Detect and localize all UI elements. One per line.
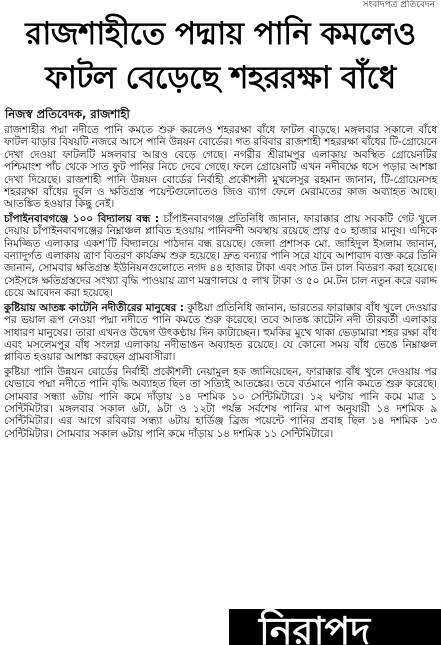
section-kushtia (4, 302, 437, 364)
article-body (4, 124, 437, 442)
source-tag: সংবাদপত্র প্রতিবেদন (362, 0, 435, 10)
section-title: চাঁপাইনবাবগঞ্জে ১০০ বিদ্যালয় বন্ধ : (4, 212, 160, 225)
headline (2, 12, 439, 100)
advertisement-banner (229, 609, 441, 645)
section-text: কুষ্টিয়া প্রতিনিধি জানান, ভারতের ফারাক্কার বাঁধ খুলে দেওয়ার পর ভয়াল রূপ নেওয়া পদ্মা নদীতে পানি কমতে শুরু করেছে। তবে আতঙ্ক কাটেনি নদী তীরবর্তী এলাকার সাধারণ মানুষের। তারা এখনও উদ্বেগ উৎকণ্ঠায় দিন কাটাচ্ছেন। হুমকির মুখে থাকা ভেড়ামারা শহর রক্ষা বাঁধ এবং মসলেমপুর বাঁধ সংলগ্ন এলাকায় নদীভাঙন অব্যাহত রয়েছে। যে কোনো সময় বাঁধ ভেঙে নিম্নাঞ্চল প্লাবিত হওয়ার আশঙ্কা করছেন গ্রামবাসীরা। (4, 301, 437, 364)
byline: নিজস্ব প্রতিবেদক, রাজশাহী (5, 107, 130, 121)
headline-line-2: ফাটল বেড়েছে শহররক্ষা বাঁধে (45, 60, 396, 96)
section-chapainawabganj (4, 213, 437, 300)
section-title: কুষ্টিয়ায় আতঙ্ক কাটেনি নদীতীরের মানুষের : (4, 301, 184, 314)
advertisement-text: নিরাপদ (259, 609, 371, 645)
section-text: চাঁপাইনবাবগঞ্জ প্রতিনিধি জানান, ফারাক্কার প্রায় সবকটি গেট খুলে দেয়ায় চাঁপাইনবাবগঞ্জের নিম্নাঞ্চল প্লাবিত হওয়ায় পানিবন্দী অবস্থায় রয়েছে প্রায় ৫০ হাজার মানুষ। এদিকে নিমজ্জিত এলাকার একশ’টি বিদ্যালয়ে পাঠদান বন্ধ রয়েছে। জেলা প্রশাসক মো. জাহিদুল ইসলাম জানান, বন্যাদুর্গত এলাকায় ত্রাণ বিতরণ কার্যক্রম শুরু হয়েছে। দ্রুত বন্যার পানি সরে যাবে আশাবাদ ব্যক্ত করে তিনি জানান, সোমবার ক্ষতিগ্রস্ত ইউনিয়নগুলোতে নগদ ৪৪ হাজার টাকা এবং সাত টন চাল বিতরণ করা হয়েছে। সেইসঙ্গে ক্ষতিগ্রস্তদের সংখ্যা বৃদ্ধি পাওয়ায় ত্রাণ মন্ত্রণালয়ে ৫ লাখ টাকা ও ৫০ মে.টন চাল নতুন করে বরাদ্দ চেয়ে আবেদন করা হয়েছে। (4, 212, 437, 300)
headline-line-1: রাজশাহীতে পদ্মায় পানি কমলেও (25, 16, 416, 52)
paragraph-kushtia-2: কুষ্টিয়া পানি উন্নয়ন বোর্ডের নির্বাহী প্রকৌশলী নেয়ামুল হক জানিয়েছেন, ফারাক্কার বাঁধ খুলে দেওয়ায় পর যেভাবে পদ্মা নদীতে পানি বৃদ্ধি অব্যাহত ছিল তা সত্যিই আতঙ্কের। তবে বর্তমানে পানি কমতে শুরু করেছে। সোমবার সন্ধ্যা ৬টায় পানি কমে দাঁড়ায় ১৪ দশমিক ১০ সেন্টিমিটারে। ১২ ঘণ্টায় পানি কমে মাত্র ১ সেন্টিমিটার। মঙ্গলবার সকাল ৬টা, ৯টা ও ১২টা পর্যন্ত সর্বশেষ পানির মাপ অনুযায়ী ১৪ দশমিক ৯ সেন্টিমিটার। এর আগে রবিবার সন্ধ্যা ৬টায় হার্ডিঞ্জ ব্রিজ পয়েন্টে পানির প্রবাহ ছিল ১৪ দশমিক ১৩ সেন্টিমিটার। সোমবার সকাল ৬টায় পানি কমে দাঁড়ায় ১৪ দশমিক ১১ সেন্টিমিটারে। (4, 365, 437, 440)
paragraph-intro: রাজশাহীর পদ্মা নদীতে পানি কমতে শুরু করলেও শহররক্ষা বাঁধে ফাটল বাড়ছে। মঙ্গলবার সকালে বাঁধে ফাটল বাড়ার বিষয়টি নজরে আসে পানি উন্নয়ন বোর্ডের। গত রবিবার রাজশাহী শহররক্ষা বাঁধের টি-গ্রোয়েনে দেখা দেওয়া ফাটলটি মঙ্গলবার আরও বেড়ে গেছে। নগরীর শ্রীরামপুর এলাকায় অবস্থিত গ্রোয়েনটির পশ্চিমাংশ পাঁচ থেকে সাত ফুট পানির নিচে দেবে গেছে। ফলে গ্রোয়েনটি এখন নদীবক্ষে ধসে পড়ার আশঙ্কা দেখা দিয়েছে। রাজশাহী পানি উন্নয়ন বোর্ডের নির্বাহী প্রকৌশলী মুখলেসুর রহমান জানান, টি-গ্রোয়েনসহ শহররক্ষা বাঁধের দুর্বল ও ক্ষতিগ্রস্ত পয়েন্টগুলোতেও জিও ব্যাগ ফেলে মেরামতের কাজ অব্যাহত আছে। আতঙ্কিত হওয়ার কিছু নেই। (4, 124, 437, 211)
